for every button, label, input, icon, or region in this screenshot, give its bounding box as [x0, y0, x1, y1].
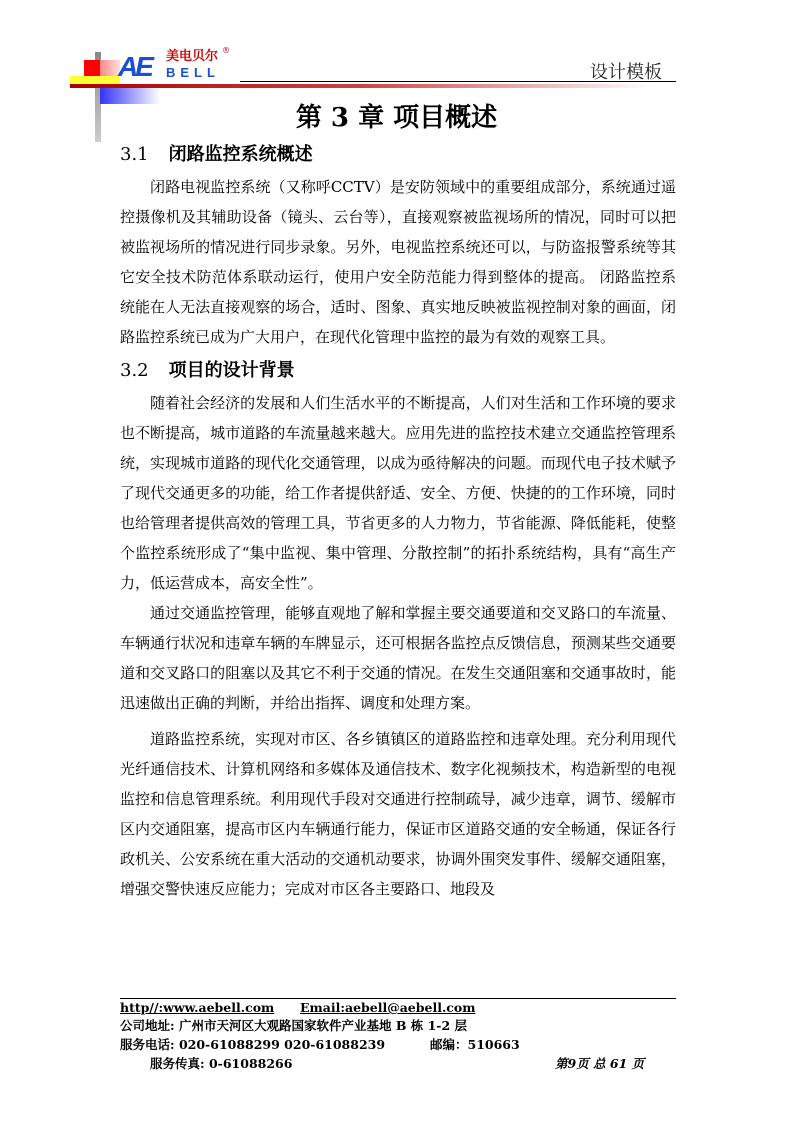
logo-chinese: 美电贝尔: [166, 49, 219, 64]
document-body: [120, 100, 676, 904]
footer-email-link[interactable]: Email:aebell@aebell.com: [300, 1000, 476, 1015]
page-number: 第9页 总 61 页: [555, 1056, 645, 1071]
logo-bell: BELL: [166, 65, 220, 80]
footer-zip: 邮编：510663: [430, 1037, 520, 1052]
logo-ae: AE: [118, 51, 151, 82]
footer-address: 公司地址: 广州市天河区大观路国家软件产业基地 B 栋 1-2 层: [120, 1018, 468, 1033]
footer-rule: [120, 998, 676, 999]
logo-registered: ®: [222, 46, 230, 55]
paragraph: 随着社会经济的发展和人们生活水平的不断提高，人们对生活和工作环境的要求也不断提高，城市道路的车流量越来越大。应用先进的监控技术建立交通监控管理系统，实现城市道路的现代化交通管理，以成为亟待解决的问题。而现代电子技术赋予了现代交通更多的功能，给工作者提供舒适、安全、方便、快捷的的工作环境，同时也给管理者提供高效的管理工具，节省更多的人力物力，节省能源、降低能耗，使整个监控系统形成了“集中监视、集中管理、分散控制”的拓扑系统结构，具有“高生产力，低运营成本，高安全性”。: [120, 394, 676, 592]
paragraph: 道路监控系统，实现对市区、各乡镇镇区的道路监控和违章处理。充分利用现代光纤通信技术、计算机网络和多媒体及通信技术、数字化视频技术，构造新型的电视监控和信息管理系统。利用现代手段对交通进行控制疏导，减少违章，调节、缓解市区内交通阻塞，提高市区内车辆通行能力，保证市区道路交通的安全畅通，保证各行政机关、公安系统在重大活动的交通机动要求，协调外围突发事件、缓解交通阻塞，增强交警快速反应能力；完成对市区各主要路口、地段及: [120, 730, 676, 898]
footer-phone: 服务电话: 020-61088299 020-61088239: [120, 1037, 386, 1052]
section-heading: [120, 142, 676, 168]
section-heading: [120, 358, 676, 384]
section-number: 3.1: [120, 144, 149, 165]
section-title: 闭路监控系统概述: [168, 144, 313, 165]
paragraph: 闭路电视监控系统（又称呼CCTV）是安防领域中的重要组成部分，系统通过遥控摄像机及其辅助设备（镜头、云台等），直接观察被监视场所的情况，同时可以把被监视场所的情况进行同步录象。另外，电视监控系统还可以，与防盗报警系统等其它安全技术防范体系联动运行，使用户安全防范能力得到整体的提高。 闭路监控系统能在人无法直接观察的场合，适时、图象、真实地反映被监视控制对象的画面，闭路监控系统已成为广大用户，在现代化管理中监控的最为有效的观察工具。: [120, 178, 676, 346]
header-gradient-rule: [70, 84, 650, 88]
header-title: 设计模板: [590, 62, 662, 83]
section-number: 3.2: [120, 360, 149, 381]
section-title: 项目的设计背景: [168, 360, 295, 381]
paragraph: 通过交通监控管理，能够直观地了解和掌握主要交通要道和交叉路口的车流量、车辆通行状况和违章车辆的车牌显示，还可根据各监控点反馈信息，预测某些交通要道和交叉路口的阻塞以及其它不利于交通的情况。在发生交通阻塞和交通事故时，能迅速做出正确的判断，并给出指挥、调度和处理方案。: [120, 604, 676, 712]
chapter-title: 第 3 章 项目概述: [295, 103, 498, 133]
footer-fax: 服务传真: 0-61088266: [150, 1056, 293, 1071]
footer-website-link[interactable]: http//:www.aebell.com: [120, 1000, 275, 1015]
